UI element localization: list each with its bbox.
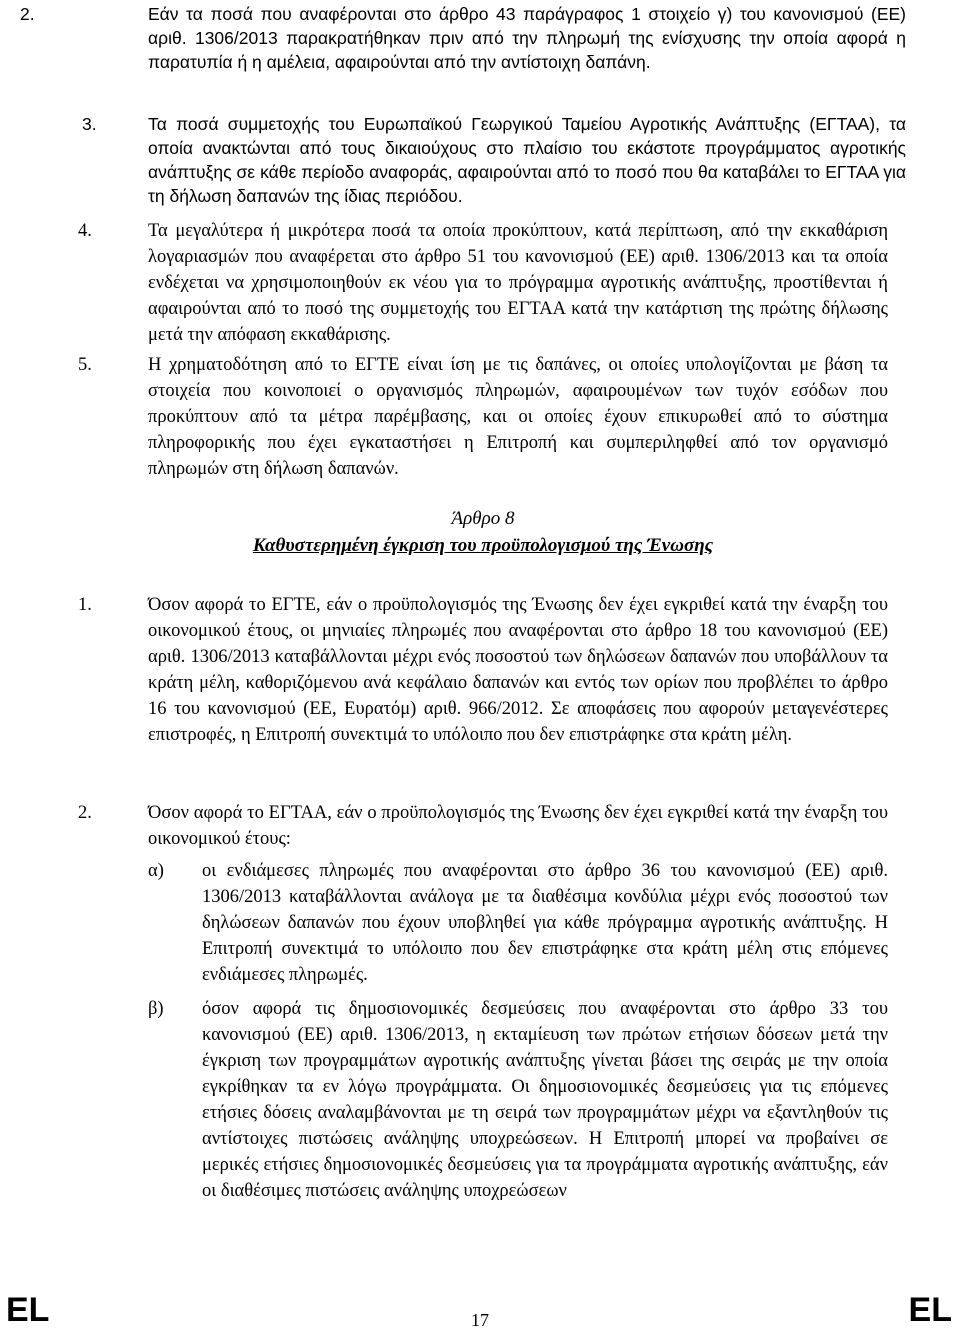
page-footer <box>0 1290 960 1330</box>
page-number: 17 <box>471 1310 489 1330</box>
item-number: 3. <box>82 114 97 134</box>
item-text: Η χρηματοδότηση από το ΕΓΤΕ είναι ίση με τις δαπάνες, οι οποίες υπολογίζονται με βάση τα στοιχεία που κοινοποιεί ο οργανισμός πληρωμών, αφαιρουμένων των τυχόν εσόδων που προκύπτουν από τα μέτρα παρέμβασης, και οι οποίες έχουν επικυρωθεί από το σύστημα πληροφορικής που έχει εγκαταστήσει η Επιτροπή και συμπεριληφθεί από τον οργανισμό πληρωμών στη δήλωση δαπανών. <box>148 355 888 479</box>
article8-item-2 <box>78 800 890 852</box>
item-text: Εάν τα ποσά που αναφέρονται στο άρθρο 43 παράγραφος 1 στοιχείο γ) του κανονισμού (ΕΕ) αριθ. 1306/2013 παρακρατήθηκαν πριν από την πληρωμή της ενίσχυσης την οποία αφορά η παρατυπία ή η αμέλεια, αφαιρούνται από την αντίστοιχη δαπάνη. <box>148 4 906 72</box>
subitem-letter: α) <box>148 861 164 881</box>
paragraph-item-4 <box>78 218 890 348</box>
article-title <box>0 535 960 557</box>
article-number: Άρθρο 8 <box>451 508 515 529</box>
article8-item-1 <box>78 592 890 800</box>
paragraph-item-5 <box>78 352 890 482</box>
subitem-letter: β) <box>148 999 164 1019</box>
subitem-text: όσον αφορά τις δημοσιονομικές δεσμεύσεις που αναφέρονται στο άρθρο 33 του κανονισμού (ΕΕ) αριθ. 1306/2013, η εκταμίευση των πρώτων ετήσιων δόσεων μετά την έγκριση των προγραμμάτων αγροτικής ανάπτυξης γίνεται βάσει της σειράς με την οποία εγκρίθηκαν τα εν λόγω προγράμματα. Οι δημοσιονομικές δεσμεύσεις για τις επόμενες ετήσιες δόσεις αναλαμβάνονται με τη σειρά των προγραμμάτων μέχρι να εξαντληθούν τις αντίστοιχες πιστώσεις ανάληψης υποχρεώσεων. Η Επιτροπή μπορεί να προβαίνει σε μερικές ετήσιες δημοσιονομικές δεσμεύσεις για τα προγράμματα αγροτικής ανάπτυξης, εάν οι διαθέσιμες πιστώσεις ανάληψης υποχρεώσεων <box>202 999 888 1201</box>
item-text: Όσον αφορά το ΕΓΤΕ, εάν ο προϋπολογισμός της Ένωσης δεν έχει εγκριθεί κατά την έναρξη του οικονομικού έτους, οι μηνιαίες πληρωμές που αναφέρονται στο άρθρο 18 του κανονισμού (ΕΕ) αριθ. 1306/2013 καταβάλλονται μέχρι ενός ποσοστού των δηλώσεων δαπανών που υποβάλλουν τα κράτη μέλη, καθοριζόμενου ανά κεφάλαιο δαπανών και εντός των ορίων που προβλέπει το άρθρο 16 του κανονισμού (ΕΕ, Ευρατόμ) αριθ. 966/2012. Σε αποφάσεις που αφορούν μεταγενέστερες επιστροφές, η Επιτροπή συνεκτιμά το υπόλοιπο που δεν επιστράφηκε στα κράτη μέλη. <box>148 595 888 745</box>
item-text: Τα μεγαλύτερα ή μικρότερα ποσά τα οποία προκύπτουν, κατά περίπτωση, από την εκκαθάριση λογαριασμών που αναφέρεται στο άρθρο 51 του κανονισμού (ΕΕ) αριθ. 1306/2013 και τα οποία ενδέχεται να χρησιμοποιηθούν εκ νέου για το πρόγραμμα αγροτικής ανάπτυξης, προστίθενται ή αφαιρούνται από το ποσό της συμμετοχής του ΕΓΤΑΑ κατά την κατάρτιση της πρώτης δήλωσης μετά την απόφαση εκκαθάρισης. <box>148 221 888 345</box>
item-number: 2. <box>78 803 92 823</box>
item-number: 4. <box>78 221 92 241</box>
article-title-text: Καθυστερημένη έγκριση του προϋπολογισμού της Ένωσης <box>252 535 714 556</box>
article8-subitem-b <box>148 996 890 1230</box>
paragraph-item-2 <box>20 2 906 74</box>
item-number: 5. <box>78 355 92 375</box>
footer-language-left: EL <box>6 1291 50 1329</box>
item-text: Όσον αφορά το ΕΓΤΑΑ, εάν ο προϋπολογισμός της Ένωσης δεν έχει εγκριθεί κατά την έναρξη του οικονομικού έτους: <box>148 803 888 849</box>
paragraph-item-3 <box>20 112 906 208</box>
subitem-text: οι ενδιάμεσες πληρωμές που αναφέρονται στο άρθρο 36 του κανονισμού (ΕΕ) αριθ. 1306/2013 καταβάλλονται ανάλογα με τα διαθέσιμα κονδύλια μέχρι ενός ποσοστού των δηλώσεων δαπανών που έχουν υποβληθεί για κάθε πρόγραμμα αγροτικής ανάπτυξης. Η Επιτροπή συνεκτιμά το υπόλοιπο που δεν επιστράφηκε στα κράτη μέλη στις επόμενες ενδιάμεσες πληρωμές. <box>202 861 888 985</box>
footer-language-right: EL <box>908 1291 952 1329</box>
item-number: 2. <box>20 4 35 24</box>
article8-subitem-a <box>148 858 890 988</box>
item-number: 1. <box>78 595 92 615</box>
item-text: Τα ποσά συμμετοχής του Ευρωπαϊκού Γεωργικού Ταμείου Αγροτικής Ανάπτυξης (ΕΓΤΑΑ), τα οποία ανακτώνται από τους δικαιούχους στο πλαίσιο του εκάστοτε προγράμματος αγροτικής ανάπτυξης σε κάθε περίοδο αναφοράς, αφαιρούνται από το ποσό που θα καταβάλει το ΕΓΤΑΑ για τη δήλωση δαπανών της ίδιας περιόδου. <box>148 114 906 206</box>
